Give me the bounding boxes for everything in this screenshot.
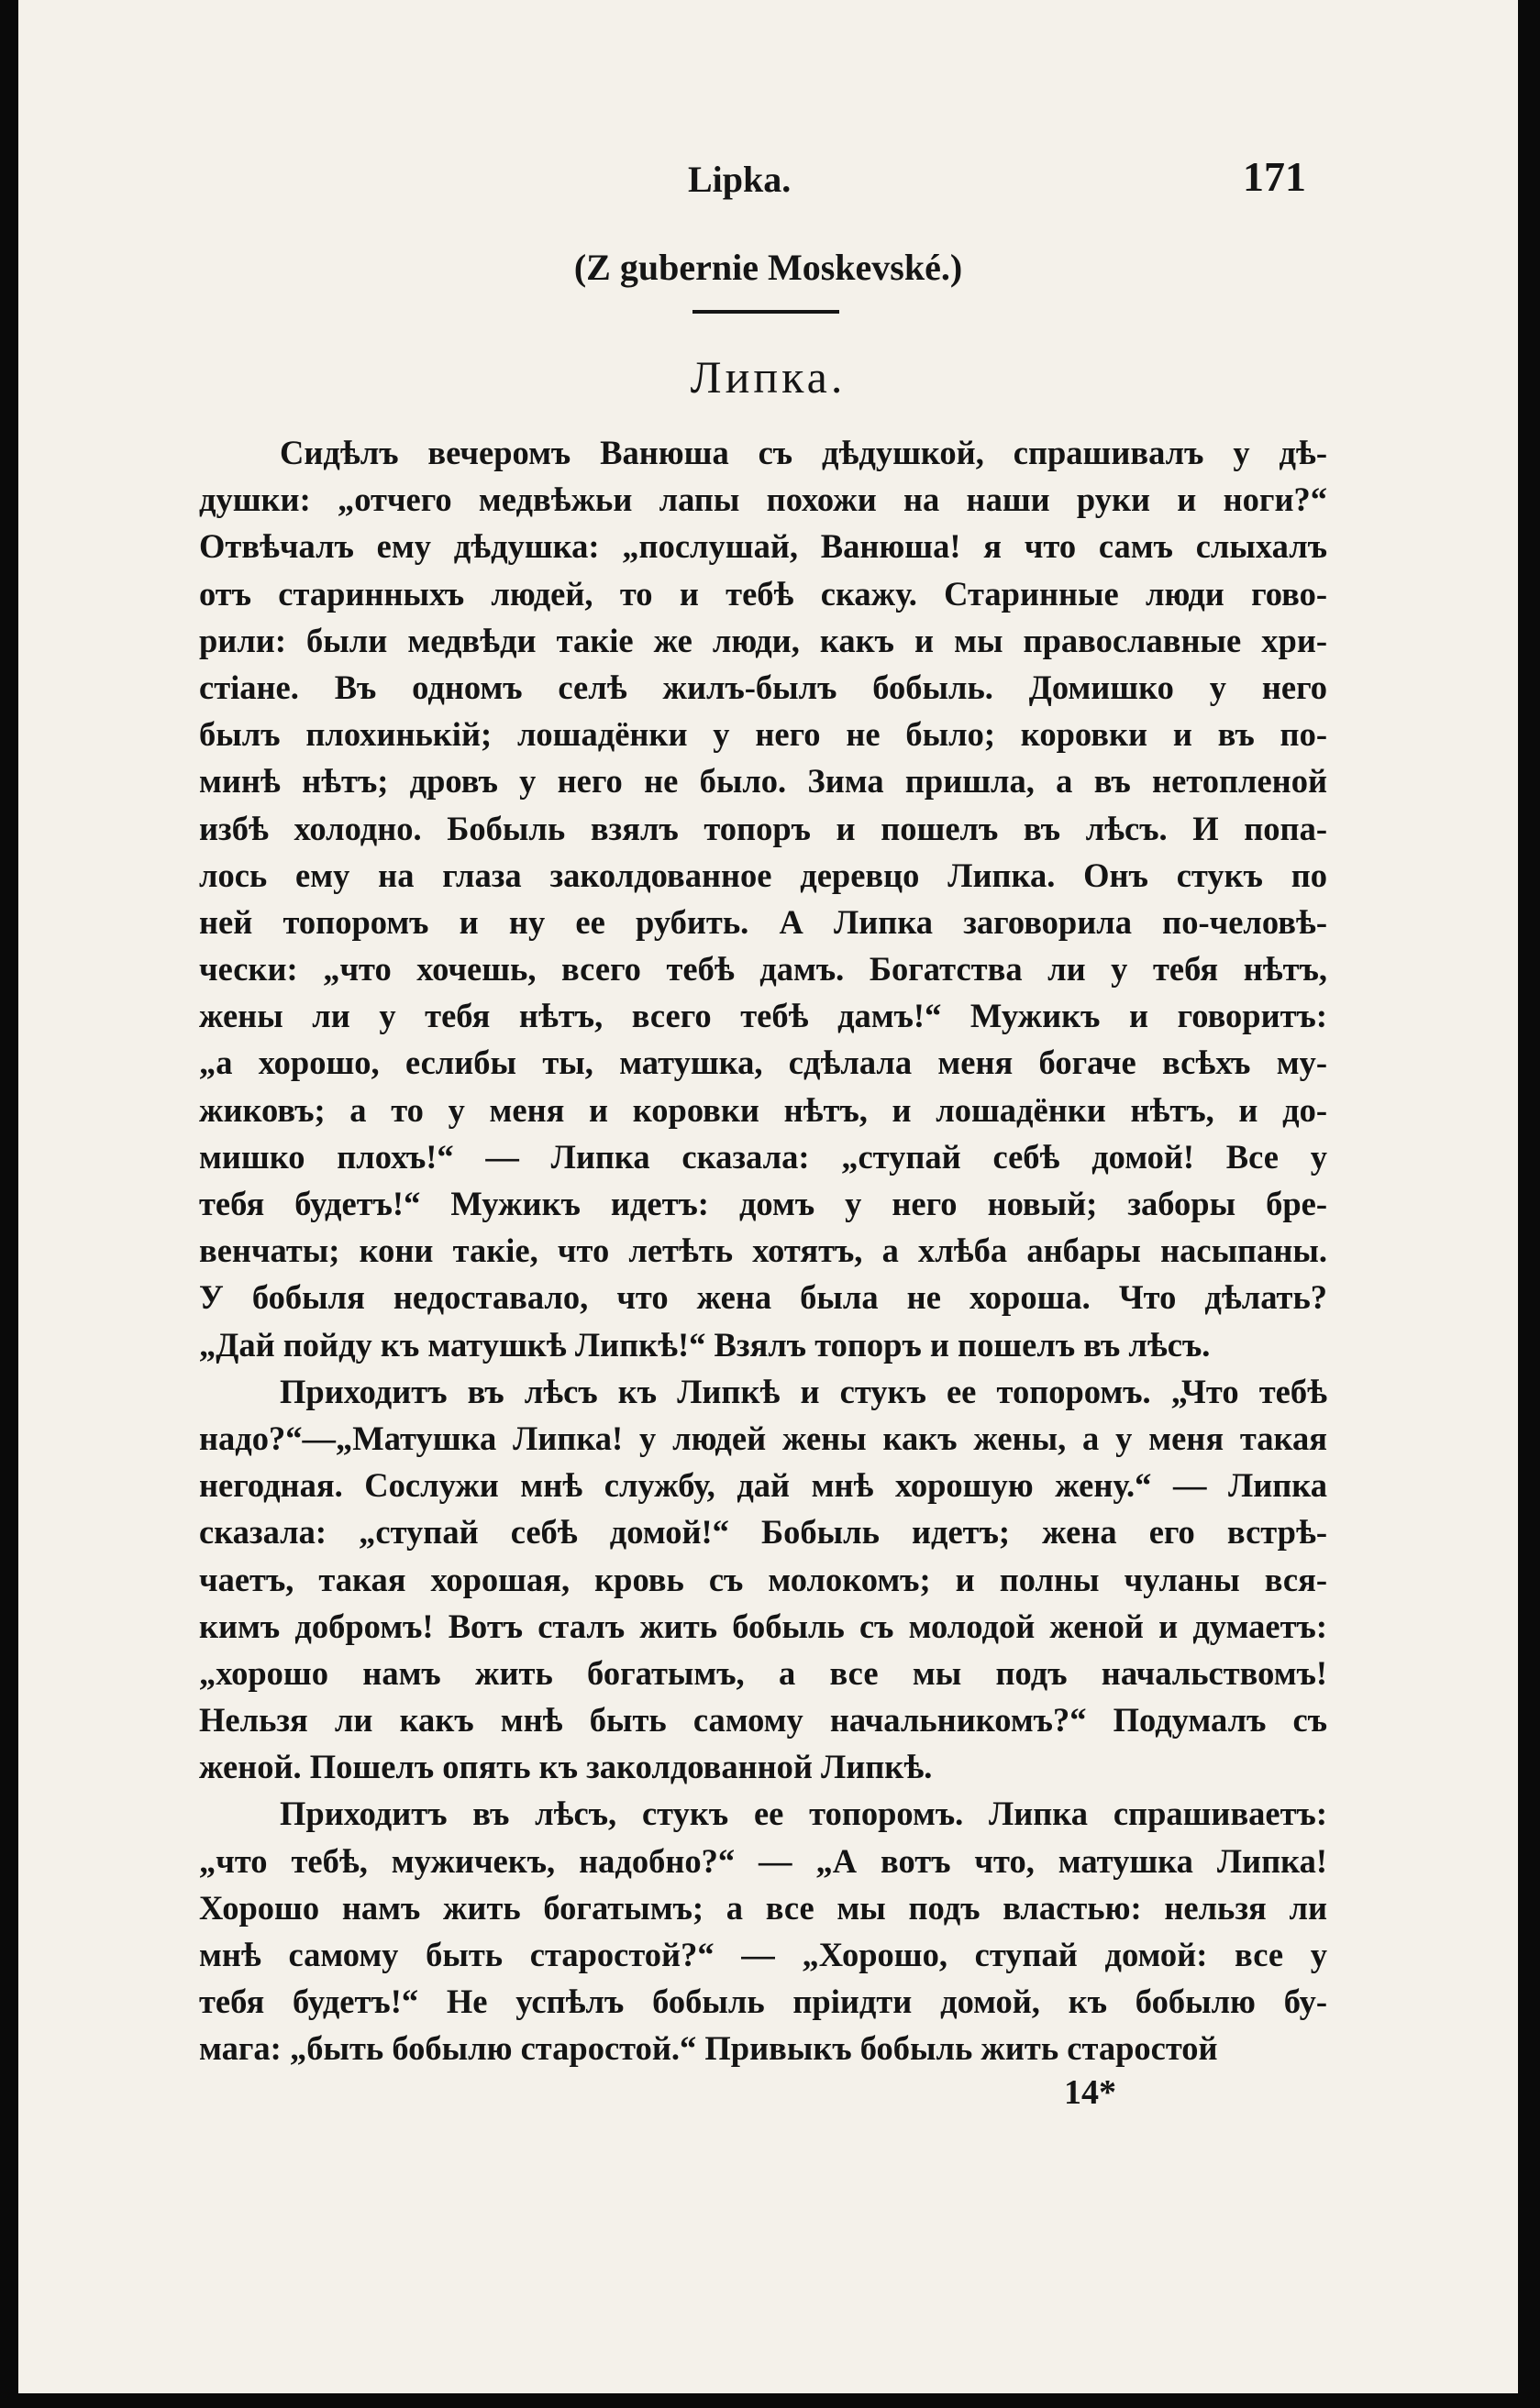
text-line: У бобыля недоставало, что жена была не хороша. Что дѣлать? xyxy=(199,1278,1327,1317)
text-line: Приходитъ въ лѣсъ, стукъ ее топоромъ. Липка спрашиваетъ: xyxy=(280,1795,1327,1833)
book-page xyxy=(18,0,1518,2393)
text-line: сказала: „ступай себѣ домой!“ Бобыль идетъ; жена его встрѣ- xyxy=(199,1513,1327,1552)
text-line: рили: были медвѣди такіе же люди, какъ и мы православные хри- xyxy=(199,621,1327,659)
text-line: душки: „отчего медвѣжьи лапы похожи на наши руки и ноги?“ xyxy=(199,480,1327,519)
sheet-signature: 14* xyxy=(1064,2073,1116,2112)
text-line: Приходитъ въ лѣсъ къ Липкѣ и стукъ ее топоромъ. „Что тебѣ xyxy=(280,1372,1327,1410)
text-line: мнѣ самому быть старостой?“ — „Хорошо, ступай домой: все у xyxy=(199,1936,1327,1973)
text-line: жены ли у тебя нѣтъ, всего тебѣ дамъ!“ Мужикъ и говоритъ: xyxy=(199,997,1327,1035)
text-line: Сидѣлъ вечеромъ Ванюша съ дѣдушкой, спрашивалъ у дѣ- xyxy=(280,434,1327,471)
text-line: чаетъ, такая хорошая, кровь съ молокомъ; и полны чуланы вся- xyxy=(199,1560,1327,1598)
text-line: лось ему на глаза заколдованное деревцо Липка. Онъ стукъ по xyxy=(199,856,1327,894)
text-line: ней топоромъ и ну ее рубить. А Липка заговорила по-человѣ- xyxy=(199,902,1327,941)
text-line: избѣ холодно. Бобыль взялъ топоръ и пошелъ въ лѣсъ. И попа- xyxy=(199,809,1327,847)
text-line: „а хорошо, еслибы ты, матушка, сдѣлала меня богаче всѣхъ му- xyxy=(199,1044,1327,1082)
text-line: былъ плохинькій; лошадёнки у него не было; коровки и въ по- xyxy=(199,715,1327,754)
divider-rule xyxy=(692,310,839,314)
story-title: Липка. xyxy=(690,351,847,403)
text-line: чески: „что хочешь, всего тебѣ дамъ. Богатства ли у тебя нѣтъ, xyxy=(199,950,1327,989)
text-line: мишко плохъ!“ — Липка сказала: „ступай себѣ домой! Все у xyxy=(199,1137,1327,1176)
text-line: стіане. Въ одномъ селѣ жилъ-былъ бобыль. Домишко у него xyxy=(199,668,1327,706)
story-body xyxy=(199,429,1327,2072)
text-line: „Дай пойду къ матушкѣ Липкѣ!“ Взялъ топоръ и пошелъ въ лѣсъ. xyxy=(199,1325,1211,1364)
running-head xyxy=(18,153,1518,213)
text-line: жиковъ; а то у меня и коровки нѣтъ, и лошадёнки нѣтъ, и до- xyxy=(199,1090,1327,1129)
text-line: мага: „быть бобылю старостой.“ Привыкъ бобыль жить старостой xyxy=(199,2029,1218,2068)
page-number: 171 xyxy=(1243,153,1306,200)
text-line: женой. Пошелъ опять къ заколдованной Липкѣ. xyxy=(199,1748,933,1786)
running-title: Lipka. xyxy=(688,159,792,200)
text-line: минѣ нѣтъ; дровъ у него не было. Зима пришла, а въ нетопленой xyxy=(199,762,1327,801)
text-line: „что тебѣ, мужичекъ, надобно?“ — „А вотъ что, матушка Липка! xyxy=(199,1841,1327,1880)
text-line: тебя будетъ!“ Не успѣлъ бобыль пріидти домой, къ бобылю бу- xyxy=(199,1983,1327,2021)
text-line: надо?“—„Матушка Липка! у людей жены какъ жены, а у меня такая xyxy=(199,1419,1327,1457)
text-line: Отвѣчалъ ему дѣдушка: „послушай, Ванюша! я что самъ слыхалъ xyxy=(199,527,1327,566)
text-line: „хорошо намъ жить богатымъ, а все мы подъ начальствомъ! xyxy=(199,1653,1327,1692)
text-line: негодная. Сослужи мнѣ службу, дай мнѣ хорошую жену.“ — Липка xyxy=(199,1466,1327,1505)
subtitle: (Z gubernie Moskevské.) xyxy=(573,247,963,288)
text-line: Нельзя ли какъ мнѣ быть самому начальникомъ?“ Подумалъ съ xyxy=(199,1701,1327,1740)
text-line: венчаты; кони такіе, что летѣть хотятъ, а хлѣба анбары насыпаны. xyxy=(199,1232,1327,1270)
text-line: отъ старинныхъ людей, то и тебѣ скажу. Старинные люди гово- xyxy=(199,574,1327,613)
text-line: кимъ добромъ! Вотъ сталъ жить бобыль съ молодой женой и думаетъ: xyxy=(199,1607,1327,1645)
text-line: Хорошо намъ жить богатымъ; а все мы подъ властью: нельзя ли xyxy=(199,1888,1327,1927)
text-line: тебя будетъ!“ Мужикъ идетъ: домъ у него новый; заборы бре- xyxy=(199,1185,1327,1222)
